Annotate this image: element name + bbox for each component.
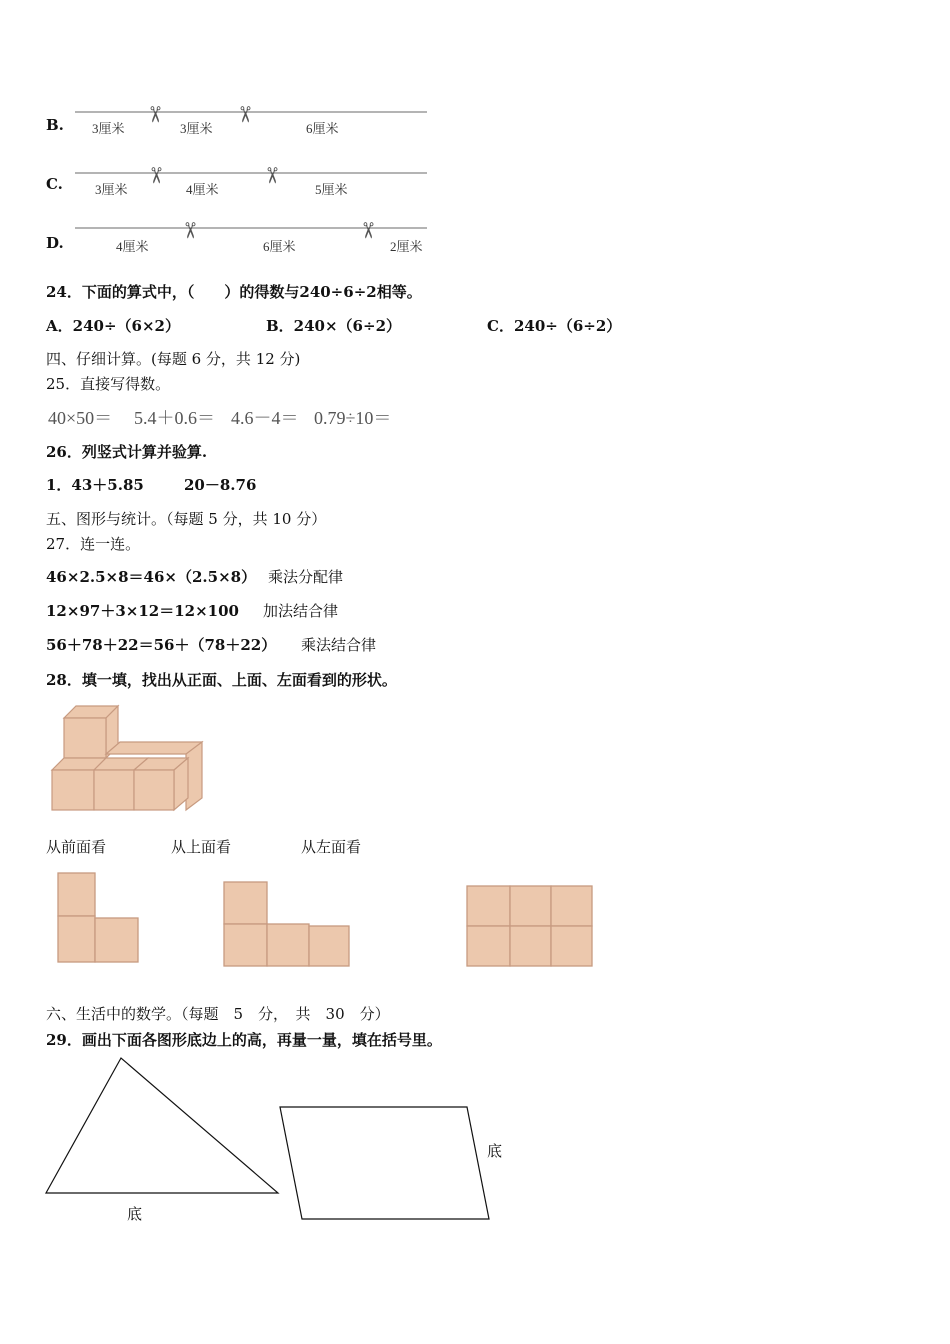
q29-stem: 29．画出下面各图形底边上的高，再量一量，填在括号里。 [46, 1031, 442, 1049]
segment-label: 4厘米 [116, 239, 149, 254]
view-label-top: 从上面看 [171, 838, 232, 856]
scissors-icon: ✂ [141, 105, 167, 124]
q24-option-c: C．240÷（6÷2） [487, 317, 622, 335]
q24-stem: 24．下面的算式中，（ ）的得数与240÷6÷2相等。 [46, 283, 422, 301]
option-b-letter: B. [46, 116, 64, 134]
section5-title: 五、图形与统计。（每题 5 分，共 10 分） [46, 510, 327, 528]
segment-label: 6厘米 [306, 121, 339, 136]
triangle-base-label: 底 [127, 1205, 143, 1223]
calc-item: 5.4＋0.6＝ [134, 408, 215, 428]
q27-stem: 27．连一连。 [46, 535, 141, 553]
scissors-icon: ✂ [142, 166, 168, 185]
segment-label: 2厘米 [390, 239, 423, 254]
q25-stem: 25．直接写得数。 [46, 375, 171, 393]
q27-expr: 12×97＋3×12＝12×100 [46, 602, 239, 620]
scissors-icon: ✂ [258, 166, 284, 185]
option-d-letter: D. [46, 234, 64, 252]
view-label-front: 从前面看 [46, 838, 107, 856]
parallelogram-base-label: 底 [487, 1142, 503, 1160]
q27-expr: 56＋78＋22＝56＋（78＋22） [46, 636, 277, 654]
segment-label: 3厘米 [92, 121, 125, 136]
q27-law: 乘法结合律 [301, 636, 377, 654]
scissors-icon: ✂ [231, 105, 257, 124]
view-label-left: 从左面看 [301, 838, 362, 856]
q27-expr: 46×2.5×8＝46×（2.5×8） [46, 568, 257, 586]
scissors-icon: ✂ [176, 221, 202, 240]
section6-title: 六、生活中的数学。（每题 5 分， 共 30 分） [46, 1005, 390, 1023]
q26-item-2: 20－8.76 [184, 476, 257, 494]
q24-option-b: B．240×（6÷2） [266, 317, 402, 335]
segment-label: 3厘米 [95, 182, 128, 197]
section4-title: 四、仔细计算。(每题 6 分，共 12 分) [46, 350, 301, 368]
segment-label: 3厘米 [180, 121, 213, 136]
triangle-shape [46, 1058, 278, 1193]
calc-item: 0.79÷10＝ [314, 408, 392, 428]
parallelogram-shape [280, 1107, 489, 1219]
scissors-icon: ✂ [354, 221, 380, 240]
calc-item: 4.6－4＝ [231, 408, 299, 428]
q26-stem: 26．列竖式计算并验算. [46, 443, 208, 461]
q28-stem: 28．填一填，找出从正面、上面、左面看到的形状。 [46, 671, 397, 689]
segment-label: 4厘米 [186, 182, 219, 197]
q27-law: 乘法分配律 [268, 568, 344, 586]
segment-label: 6厘米 [263, 239, 296, 254]
option-c-letter: C. [46, 175, 63, 193]
calc-item: 40×50＝ [48, 408, 113, 428]
q26-item-1: 1．43＋5.85 [46, 476, 144, 494]
q24-option-a: A．240÷（6×2） [46, 317, 180, 335]
segment-label: 5厘米 [315, 182, 348, 197]
q27-law: 加法结合律 [263, 602, 339, 620]
